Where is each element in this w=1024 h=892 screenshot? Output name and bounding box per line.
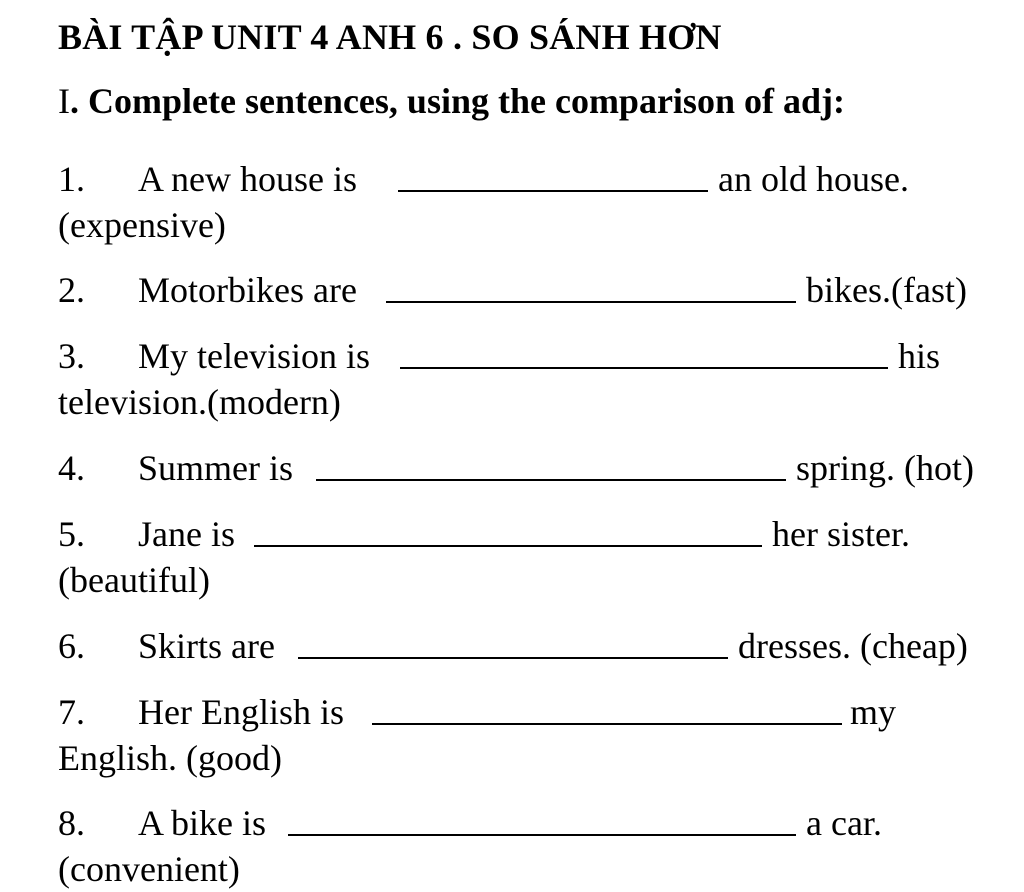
answer-blank[interactable]: [372, 723, 842, 725]
exercise-item: [58, 623, 998, 669]
answer-blank[interactable]: [298, 657, 728, 659]
exercise-item: [58, 445, 998, 491]
exercise-item: [58, 689, 998, 781]
answer-blank[interactable]: [288, 834, 796, 836]
item-hint: (expensive): [58, 205, 226, 245]
item-sentence-end: my: [850, 692, 897, 732]
item-hint: (convenient): [58, 849, 240, 889]
item-number: 4.: [58, 448, 85, 488]
item-sentence-end: his: [898, 336, 941, 376]
item-hint: English. (good): [58, 738, 282, 778]
exercise-item: [58, 511, 998, 603]
item-sentence-end: spring. (hot): [796, 448, 974, 488]
section-heading: [58, 78, 998, 124]
answer-blank[interactable]: [400, 367, 888, 369]
item-sentence-end: dresses. (cheap): [738, 626, 968, 666]
item-sentence-start: Summer is: [138, 448, 294, 488]
item-number: 5.: [58, 514, 85, 554]
answer-blank[interactable]: [254, 545, 762, 547]
item-sentence-start: A bike is: [138, 803, 267, 843]
item-number: 7.: [58, 692, 85, 732]
item-sentence-start: Motorbikes are: [138, 270, 357, 310]
answer-blank[interactable]: [316, 479, 786, 481]
item-number: 3.: [58, 336, 85, 376]
item-sentence-start: A new house is: [138, 159, 357, 199]
item-sentence-end: her sister.: [772, 514, 910, 554]
item-sentence-end: an old house.: [718, 159, 909, 199]
item-hint: television.(modern): [58, 382, 341, 422]
worksheet-title: BÀI TẬP UNIT 4 ANH 6 . SO SÁNH HƠN: [58, 17, 722, 57]
exercise-item: [58, 156, 998, 248]
exercise-item: [58, 800, 998, 892]
worksheet: [58, 14, 998, 889]
item-number: 6.: [58, 626, 85, 666]
item-sentence-start: Skirts are: [138, 626, 275, 666]
item-sentence-end: a car.: [806, 803, 882, 843]
item-sentence-start: Jane is: [138, 514, 235, 554]
item-sentence-start: Her English is: [138, 692, 344, 732]
item-sentence-start: My television is: [138, 336, 370, 376]
answer-blank[interactable]: [398, 190, 708, 192]
exercise-item: [58, 333, 998, 425]
item-number: 1.: [58, 159, 85, 199]
item-number: 8.: [58, 803, 85, 843]
exercise-item: [58, 267, 998, 313]
item-number: 2.: [58, 270, 85, 310]
item-hint: (beautiful): [58, 560, 210, 600]
section-instruction: . Complete sentences, using the comparison of adj:: [70, 81, 845, 121]
item-sentence-end: bikes.(fast): [806, 270, 967, 310]
answer-blank[interactable]: [386, 301, 796, 303]
section-roman-numeral: I: [58, 81, 70, 121]
